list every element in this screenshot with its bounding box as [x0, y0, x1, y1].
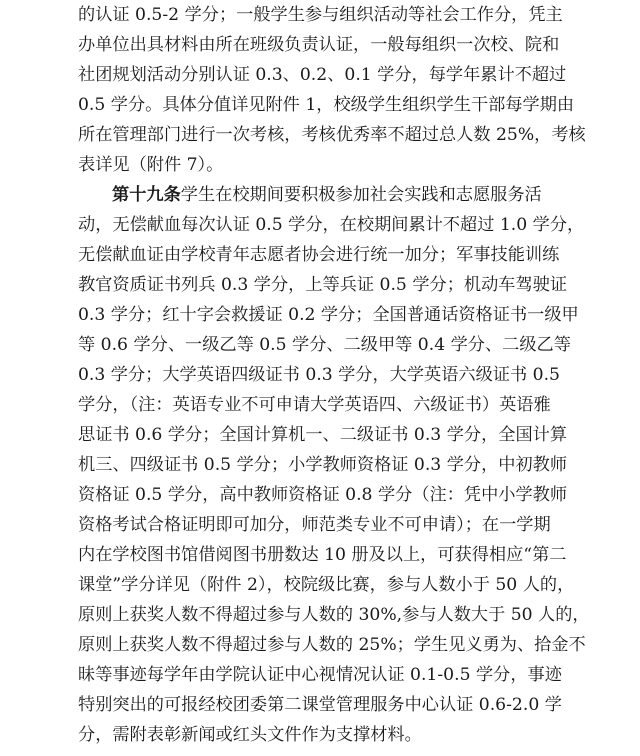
- text-line: 教官资质证书列兵 0.3 学分，上等兵证 0.5 学分；机动车驾驶证: [78, 275, 568, 295]
- article-19-first-line: [112, 183, 542, 207]
- text-line: 学分，（注：英语专业不可申请大学英语四、六级证书）英语雅: [78, 395, 551, 415]
- text-line: 课堂”学分详见（附件 2），校院级比赛，参与人数小于 50 人的，: [78, 575, 575, 595]
- text-line: 原则上获奖人数不得超过参与人数的 25%；学生见义勇为、拾金不: [78, 635, 586, 655]
- text-line: 表详见（附件 7）。: [78, 155, 224, 175]
- text-line: 资格证 0.5 学分，高中教师资格证 0.8 学分（注：凭中小学教师: [78, 485, 568, 505]
- text-line: 0.3 学分；红十字会救援证 0.2 学分；全国普通话资格证书一级甲: [78, 305, 579, 325]
- text-line: 分，需附表彰新闻或红头文件作为支撑材料。: [78, 725, 422, 745]
- text-line: 无偿献血证由学校青年志愿者协会进行统一加分；军事技能训练: [78, 245, 560, 265]
- text-line: 资格考试合格证明即可加分，师范类专业不可申请）；在一学期: [78, 515, 551, 535]
- text-line: 动，无偿献血每次认证 0.5 学分，在校期间累计不超过 1.0 学分，: [78, 215, 585, 235]
- text-line: 特别突出的可报经校团委第二课堂管理服务中心认证 0.6-2.0 学: [78, 695, 562, 715]
- text-line: 0.5 学分。具体分值详见附件 1，校级学生组织学生干部每学期由: [78, 95, 575, 115]
- text-line: 0.3 学分；大学英语四级证书 0.3 学分，大学英语六级证书 0.5: [78, 365, 560, 385]
- article-first-line-text: 学生在校期间要积极参加社会实践和志愿服务活: [180, 185, 542, 205]
- text-line: 内在学校图书馆借阅图书册数达 10 册及以上，可获得相应“第二: [78, 545, 567, 565]
- text-line: 机三、四级证书 0.5 学分；小学教师资格证 0.3 学分，中初教师: [78, 455, 568, 475]
- text-line: 社团规划活动分别认证 0.3、0.2、0.1 学分，每学年累计不超过: [78, 65, 567, 85]
- article-heading: 第十九条: [112, 185, 181, 205]
- text-line: 的认证 0.5-2 学分；一般学生参与组织活动等社会工作分，凭主: [78, 5, 563, 25]
- text-line: 等 0.6 学分、一级乙等 0.5 学分、二级甲等 0.4 学分、二级乙等: [78, 335, 571, 355]
- text-line: 办单位出具材料由所在班级负责认证，一般每组织一次校、院和: [78, 35, 560, 55]
- text-line: 思证书 0.6 学分；全国计算机一、二级证书 0.3 学分，全国计算: [78, 425, 568, 445]
- text-line: 昧等事迹每学年由学院认证中心视情况认证 0.1-0.5 学分，事迹: [78, 665, 562, 685]
- text-line: 所在管理部门进行一次考核，考核优秀率不超过总人数 25%，考核: [78, 125, 586, 145]
- text-line: 原则上获奖人数不得超过参与人数的 30%,参与人数大于 50 人的，: [78, 605, 590, 625]
